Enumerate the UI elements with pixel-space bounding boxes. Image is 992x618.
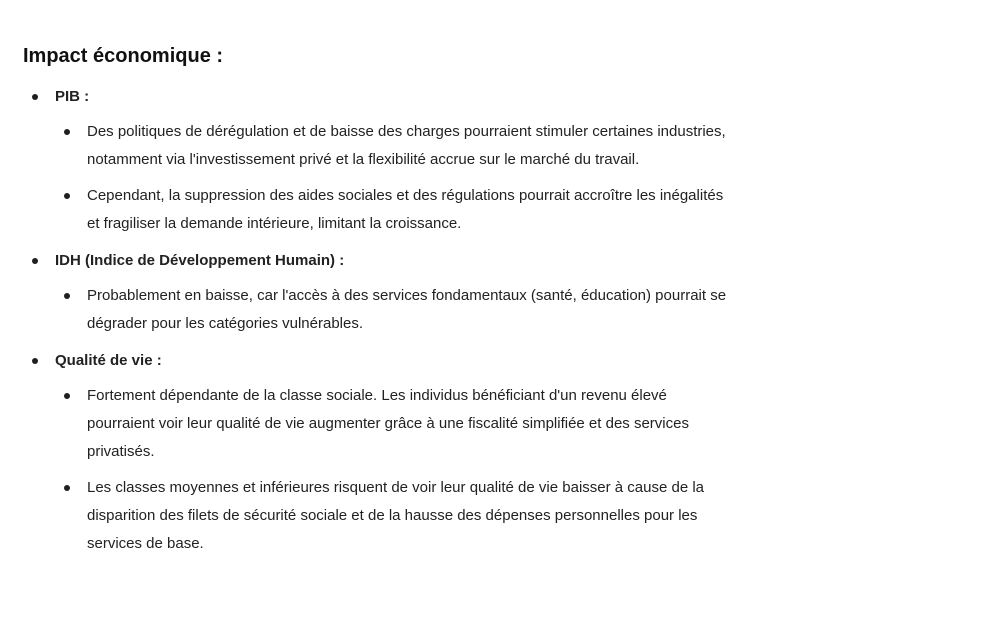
section-title: Impact économique : — [23, 45, 224, 67]
list-item-pib — [23, 84, 753, 238]
bullet-icon — [64, 485, 70, 491]
sublist — [55, 118, 753, 238]
bullet-icon — [64, 293, 70, 299]
list-item-qualite-de-vie — [23, 348, 753, 558]
list-item-label: IDH (Indice de Développement Humain) : — [55, 252, 345, 269]
sublist-item — [55, 118, 753, 174]
bullet-icon — [64, 129, 70, 135]
bullet-icon — [64, 193, 70, 199]
list-item-label: Qualité de vie : — [55, 352, 162, 369]
bullet-icon — [64, 393, 70, 399]
sublist-item-text: Cependant, la suppression des aides sociales et des régulations pourrait accroître les inégalités et fragiliser la demande intérieure, limitant la croissance. — [87, 187, 724, 232]
sublist-item — [55, 282, 753, 338]
list-item-label: PIB : — [55, 88, 90, 105]
sublist-item — [55, 382, 753, 466]
bullet-icon — [32, 358, 38, 364]
sublist-item — [55, 182, 753, 238]
bullet-icon — [32, 258, 38, 264]
sublist — [55, 382, 753, 558]
bullet-icon — [32, 94, 38, 100]
impact-list — [23, 84, 753, 558]
sublist-item — [55, 474, 753, 558]
list-item-idh — [23, 248, 753, 338]
sublist — [55, 282, 753, 338]
sublist-item-text: Les classes moyennes et inférieures risquent de voir leur qualité de vie baisser à cause de la disparition des filets de sécurité sociale et de la hausse des dépenses personnelles pour les services de base. — [87, 479, 705, 552]
sublist-item-text: Probablement en baisse, car l'accès à des services fondamentaux (santé, éducation) pourrait se dégrader pour les catégories vulnérables. — [87, 287, 727, 332]
sublist-item-text: Fortement dépendante de la classe sociale. Les individus bénéficiant d'un revenu élevé pourraient voir leur qualité de vie augmenter grâce à une fiscalité simplifiée et des services privatisés. — [87, 387, 689, 460]
sublist-item-text: Des politiques de dérégulation et de baisse des charges pourraient stimuler certaines industries, notamment via l'investissement privé et la flexibilité accrue sur le marché du travail. — [87, 123, 726, 168]
